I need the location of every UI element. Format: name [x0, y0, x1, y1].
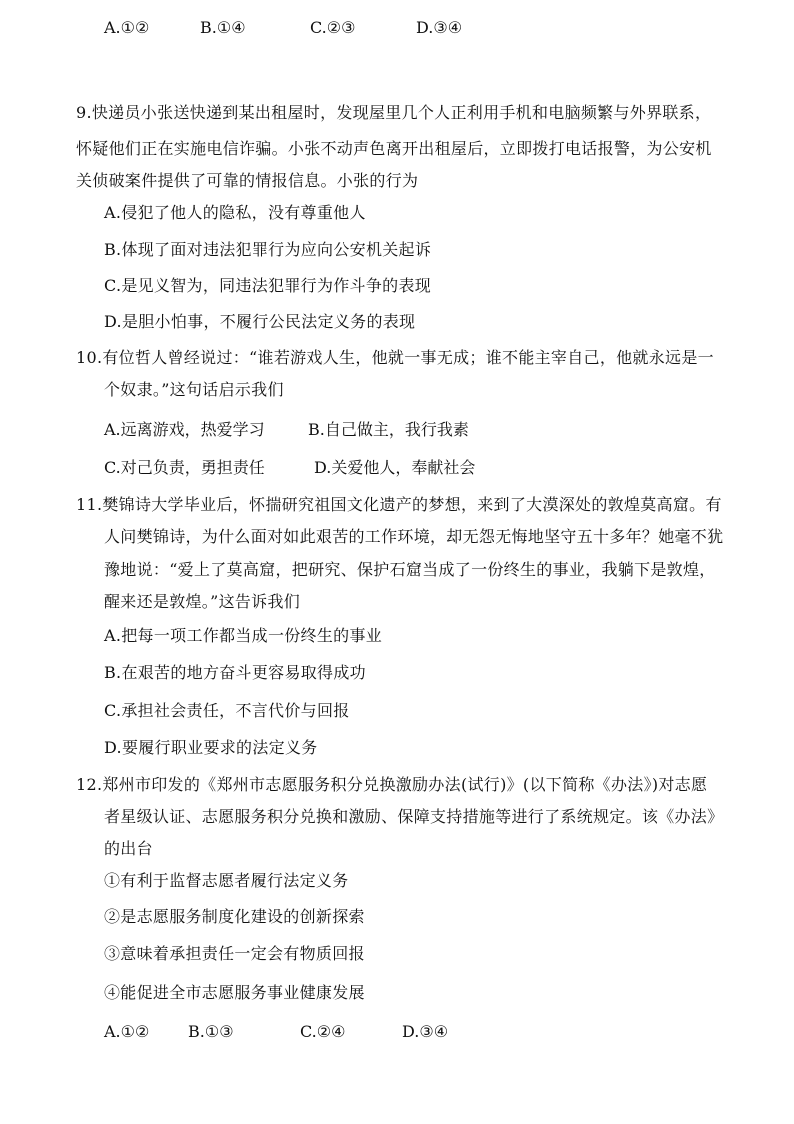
q10-option-d: D.关爱他人，奉献社会: [314, 458, 476, 477]
q11-stem-line-2: 人问樊锦诗，为什么面对如此艰苦的工作环境，却无怨无悔地坚守五十多年？她毫不犹: [104, 527, 724, 546]
q9-stem-line-2: 怀疑他们正在实施电信诈骗。小张不动声色离开出租屋后，立即拨打电话报警，为公安机: [76, 139, 712, 158]
q12-statement-3: ③意味着承担责任一定会有物质回报: [104, 944, 365, 963]
q9-option-a: A.侵犯了他人的隐私，没有尊重他人: [104, 203, 366, 222]
q8-option-a: A.①②: [104, 18, 150, 37]
q10-option-c: C.对己负责，勇担责任: [104, 458, 265, 477]
q9-stem-line-1: 9.快递员小张送快递到某出租屋时，发现屋里几个人正利用手机和电脑频繁与外界联系，: [76, 103, 712, 122]
q10-stem-line-1: 10.有位哲人曾经说过：“谁若游戏人生，他就一事无成；谁不能主宰自己，他就永远是一: [76, 348, 714, 367]
q11-option-c: C.承担社会责任，不言代价与回报: [104, 701, 350, 720]
q11-option-b: B.在艰苦的地方奋斗更容易取得成功: [104, 663, 366, 682]
q10-stem-line-2: 个奴隶。”这句话启示我们: [104, 380, 284, 399]
q9-option-b: B.体现了面对违法犯罪行为应向公安机关起诉: [104, 240, 432, 259]
q11-stem-line-3: 豫地说：“爱上了莫高窟，把研究、保护石窟当成了一份终生的事业，我躺下是敦煌，: [104, 560, 716, 579]
q9-stem-line-3: 关侦破案件提供了可靠的情报信息。小张的行为: [76, 171, 419, 190]
q12-option-c: C.②④: [300, 1022, 346, 1041]
q12-stem-line-3: 的出台: [104, 839, 153, 858]
q8-option-b: B.①④: [200, 18, 246, 37]
q12-statement-1: ①有利于监督志愿者履行法定义务: [104, 871, 349, 890]
q8-option-d: D.③④: [416, 18, 463, 37]
q11-option-d: D.要履行职业要求的法定义务: [104, 738, 318, 757]
q11-stem-line-1: 11.樊锦诗大学毕业后，怀揣研究祖国文化遗产的梦想，来到了大漠深处的敦煌莫高窟。有: [76, 495, 722, 514]
q12-stem-line-1: 12.郑州市印发的《郑州市志愿服务积分兑换激励办法(试行)》(以下简称《办法》)对志愿: [76, 775, 708, 794]
q10-option-b: B.自己做主，我行我素: [308, 420, 469, 439]
q12-option-b: B.①③: [188, 1022, 234, 1041]
q11-stem-line-4: 醒来还是敦煌。”这告诉我们: [104, 592, 301, 611]
q12-statement-4: ④能促进全市志愿服务事业健康发展: [104, 983, 365, 1002]
q12-option-a: A.①②: [104, 1022, 150, 1041]
q9-option-c: C.是见义智为，同违法犯罪行为作斗争的表现: [104, 276, 432, 295]
q8-option-c: C.②③: [310, 18, 356, 37]
q12-stem-line-2: 者星级认证、志愿服务积分兑换和激励、保障支持措施等进行了系统规定。该《办法》: [104, 807, 724, 826]
q9-option-d: D.是胆小怕事，不履行公民法定义务的表现: [104, 312, 416, 331]
q12-statement-2: ②是志愿服务制度化建设的创新探索: [104, 907, 365, 926]
q12-option-d: D.③④: [402, 1022, 449, 1041]
q11-option-a: A.把每一项工作都当成一份终生的事业: [104, 626, 383, 645]
q10-option-a: A.远离游戏，热爱学习: [104, 420, 265, 439]
